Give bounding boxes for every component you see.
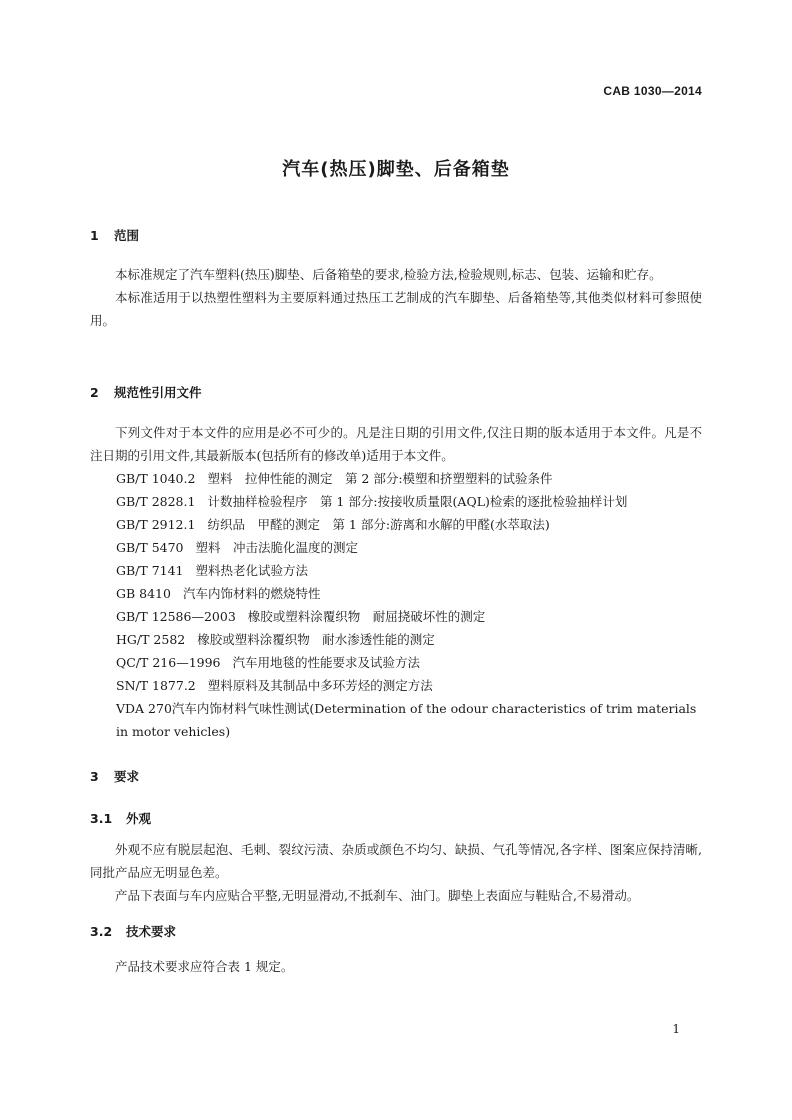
- section-3-1-body: [90, 838, 702, 907]
- reference-item: QC/T 216—1996 汽车用地毯的性能要求及试验方法: [116, 655, 421, 670]
- section-number: 3: [90, 769, 99, 784]
- reference-item: HG/T 2582 橡胶或塑料涂覆织物 耐水渗透性能的测定: [116, 632, 435, 647]
- section-1-body: [90, 263, 702, 332]
- standard-code: CAB 1030—2014: [603, 84, 702, 98]
- section-number: 2: [90, 385, 99, 400]
- document-title: 汽车(热压)脚垫、后备箱垫: [282, 159, 510, 180]
- reference-item: GB/T 12586—2003 橡胶或塑料涂覆织物 耐屈挠破坏性的测定: [116, 609, 486, 624]
- section-title: 技术要求: [126, 924, 177, 939]
- section-number: 3.1: [90, 811, 113, 826]
- paragraph: 本标准适用于以热塑性塑料为主要原料通过热压工艺制成的汽车脚垫、后备箱垫等,其他类似材料可参照使用。: [90, 290, 702, 328]
- reference-item: GB/T 2828.1 计数抽样检验程序 第 1 部分:按接收质量限(AQL)检索的逐批检验抽样计划: [116, 494, 628, 509]
- reference-item: GB/T 2912.1 纺织品 甲醛的测定 第 1 部分:游离和水解的甲醛(水萃取法): [116, 517, 550, 532]
- reference-list: [90, 467, 704, 743]
- section-2-heading: [90, 383, 202, 401]
- section-3-2-heading: [90, 922, 176, 940]
- paragraph: 本标准规定了汽车塑料(热压)脚垫、后备箱垫的要求,检验方法,检验规则,标志、包装、运输和贮存。: [115, 267, 662, 282]
- section-title: 规范性引用文件: [114, 385, 202, 400]
- reference-item: GB/T 5470 塑料 冲击法脆化温度的测定: [116, 540, 359, 555]
- section-title: 要求: [114, 769, 140, 784]
- reference-item: GB/T 1040.2 塑料 拉伸性能的测定 第 2 部分:模塑和挤塑塑料的试验条件: [116, 471, 553, 486]
- reference-item: SN/T 1877.2 塑料原料及其制品中多环芳烃的测定方法: [116, 678, 433, 693]
- paragraph: 产品技术要求应符合表 1 规定。: [115, 959, 294, 974]
- section-3-1-heading: [90, 809, 151, 827]
- section-title: 外观: [126, 811, 152, 826]
- section-3-2-body: [90, 955, 702, 978]
- paragraph: 产品下表面与车内应贴合平整,无明显滑动,不抵刹车、油门。脚垫上表面应与鞋贴合,不易滑动。: [115, 888, 640, 903]
- section-number: 3.2: [90, 924, 113, 939]
- reference-item: GB 8410 汽车内饰材料的燃烧特性: [116, 586, 321, 601]
- section-title: 范围: [114, 228, 140, 243]
- page-number: 1: [672, 1022, 680, 1036]
- section-3-heading: [90, 767, 139, 785]
- section-number: 1: [90, 228, 99, 243]
- section-2-intro: [90, 421, 702, 467]
- reference-item: VDA 270汽车内饰材料气味性测试(Determination of the odour characteristics of trim materials in motor vehicles): [116, 701, 697, 739]
- reference-item: GB/T 7141 塑料热老化试验方法: [116, 563, 309, 578]
- paragraph: 外观不应有脱层起泡、毛刺、裂纹污渍、杂质或颜色不均匀、缺损、气孔等情况,各字样、图案应保持清晰,同批产品应无明显色差。: [90, 842, 702, 880]
- paragraph: 下列文件对于本文件的应用是必不可少的。凡是注日期的引用文件,仅注日期的版本适用于本文件。凡是不注日期的引用文件,其最新版本(包括所有的修改单)适用于本文件。: [90, 425, 702, 463]
- section-1-heading: [90, 226, 139, 244]
